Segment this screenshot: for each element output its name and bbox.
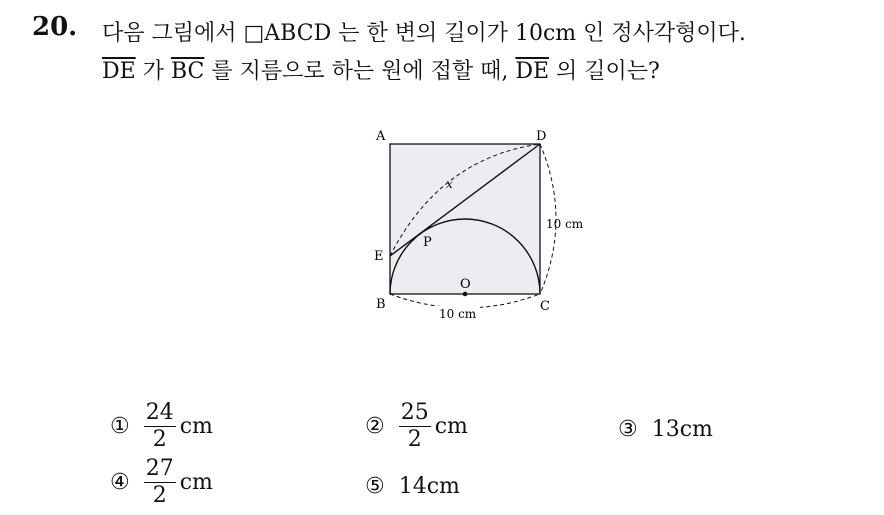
label-b: B xyxy=(376,297,386,312)
fraction xyxy=(144,402,176,451)
choice-5[interactable] xyxy=(365,474,460,499)
question-text-part: 를 지름으로 하는 원에 접할 때, xyxy=(204,59,516,84)
choice-unit: cm xyxy=(179,414,213,439)
fraction xyxy=(399,402,431,451)
segment-de-label: $\overline{DE}$ xyxy=(515,59,550,84)
center-point-o xyxy=(463,292,468,297)
choice-unit: cm xyxy=(179,470,213,495)
choice-3[interactable] xyxy=(618,417,713,442)
choice-marker: ② xyxy=(365,414,385,439)
choice-1[interactable] xyxy=(110,402,213,451)
choice-marker: ① xyxy=(110,414,130,439)
choice-marker: ⑤ xyxy=(365,474,385,499)
fraction-denominator: 2 xyxy=(152,483,167,508)
question-text-part: 의 길이는? xyxy=(549,59,660,84)
label-o: O xyxy=(460,277,471,292)
fraction-numerator: 25 xyxy=(400,400,429,425)
choice-marker: ④ xyxy=(110,470,130,495)
label-x: x xyxy=(446,177,453,191)
fraction xyxy=(144,458,176,507)
label-d: D xyxy=(536,129,547,144)
label-p: P xyxy=(423,235,432,250)
choice-marker: ③ xyxy=(618,417,638,442)
label-c: C xyxy=(540,299,550,314)
fraction-denominator: 2 xyxy=(407,427,422,452)
choice-unit: cm xyxy=(434,414,468,439)
choice-4[interactable] xyxy=(110,458,213,507)
segment-de-label: $\overline{DE}$ xyxy=(102,59,136,84)
choice-text: 14cm xyxy=(398,474,460,499)
question-text-line2 xyxy=(102,54,660,85)
segment-bc-label: $\overline{BC}$ xyxy=(170,59,205,84)
choice-2[interactable] xyxy=(365,402,468,451)
question-text-line1: 다음 그림에서 □ABCD 는 한 변의 길이가 10cm 인 정사각형이다. xyxy=(102,21,746,46)
side-label-bottom: 10 cm xyxy=(439,307,477,321)
question-text-part: 가 xyxy=(135,59,171,84)
fraction-numerator: 27 xyxy=(145,456,174,481)
question-number: 20. xyxy=(32,12,78,42)
fraction-numerator: 24 xyxy=(145,400,174,425)
choice-text: 13cm xyxy=(651,417,713,442)
fraction-denominator: 2 xyxy=(152,427,167,452)
label-a: A xyxy=(376,129,386,144)
side-label-right: 10 cm xyxy=(546,217,584,231)
geometry-figure xyxy=(360,118,610,328)
label-e: E xyxy=(374,249,384,264)
